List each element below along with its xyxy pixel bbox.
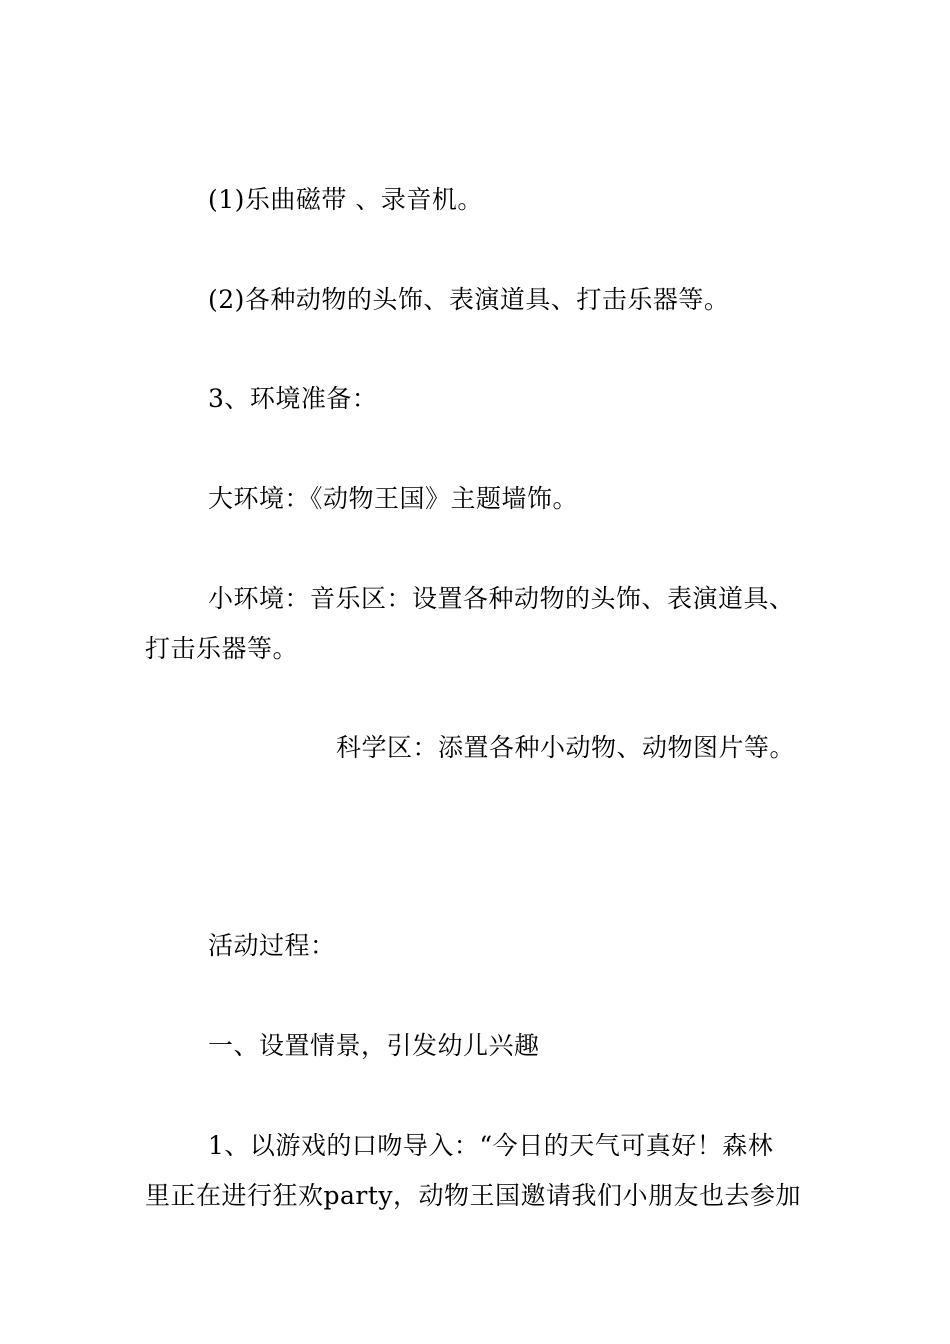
- science-area-line: 科学区：添置各种小动物、动物图片等。: [336, 733, 796, 762]
- step-one-line-1: 1、以游戏的口吻导入：“今日的天气可真好！森林: [208, 1131, 774, 1160]
- small-environment-line-2: 打击乐器等。: [145, 634, 299, 663]
- big-environment-line: 大环境：《动物王国》主题墙饰。: [208, 484, 579, 513]
- small-environment-line-1: 小环境：音乐区：设置各种动物的头饰、表演道具、: [208, 584, 795, 613]
- environment-heading: 3、环境准备：: [208, 384, 378, 413]
- activity-process-heading: 活动过程：: [208, 931, 336, 960]
- materials-item-1: (1)乐曲磁带 、录音机。: [208, 185, 483, 214]
- section-one-heading: 一、设置情景，引发幼儿兴趣: [208, 1031, 540, 1060]
- materials-item-2: (2)各种动物的头饰、表演道具、打击乐器等。: [208, 285, 730, 314]
- step-one-line-2: 里正在进行狂欢party，动物王国邀请我们小朋友也去参加: [145, 1181, 802, 1210]
